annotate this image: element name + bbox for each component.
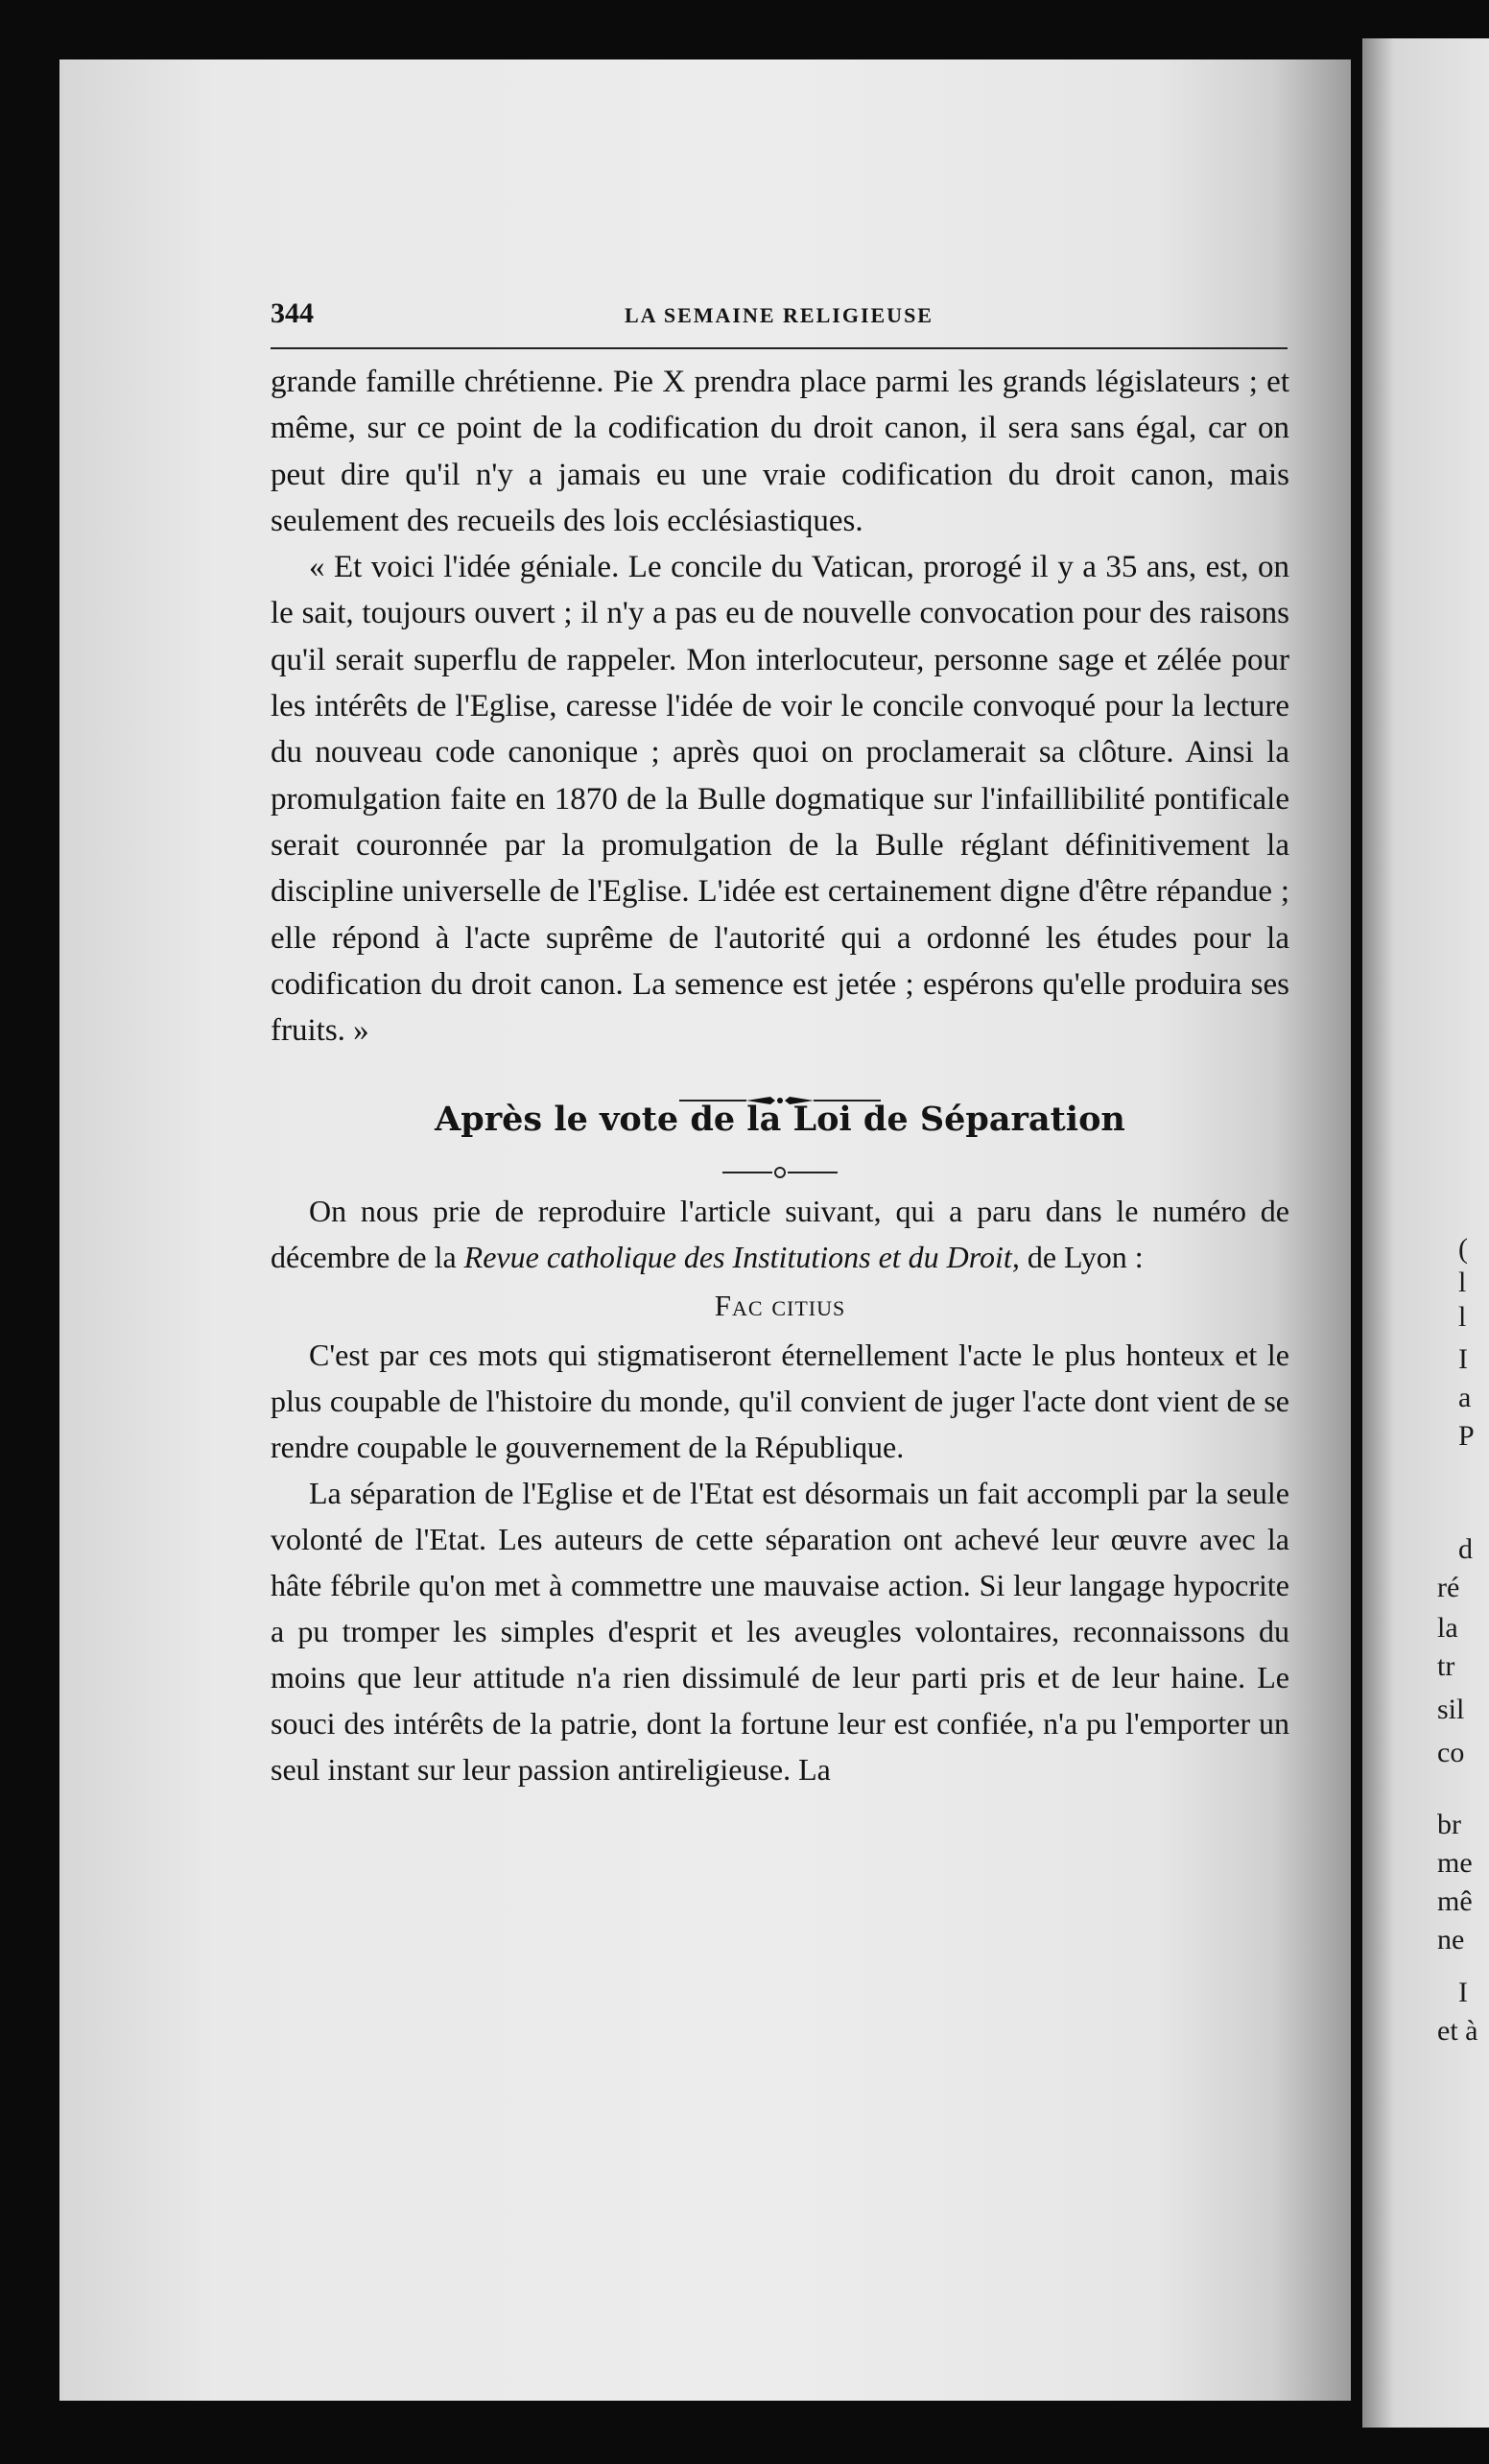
facing-page-fragment: I bbox=[1458, 1977, 1468, 2008]
facing-page-fragment: ré bbox=[1437, 1572, 1460, 1603]
facing-page-fragment: ne bbox=[1437, 1924, 1465, 1955]
facing-page-fragment: co bbox=[1437, 1737, 1465, 1768]
small-divider bbox=[271, 1149, 1289, 1171]
facing-page-fragment: l bbox=[1458, 1301, 1467, 1333]
facing-page-fragment: sil bbox=[1437, 1694, 1465, 1725]
facing-page-fragment: ( bbox=[1458, 1233, 1468, 1265]
section-title: Après le vote de la Loi de Séparation bbox=[435, 1100, 1125, 1140]
facing-page-fragment: I bbox=[1458, 1343, 1468, 1375]
paragraph: La séparation de l'Eglise et de l'Etat est désormais un fait accompli par la seule volonté de l'Etat. Les auteurs de cette séparation ont achevé leur œuvre avec la hâte fébrile qu'on met à commettre une mauvaise action. Si leur langage hypocrite a pu tromper les simples d'esprit et les aveugles volontaires, reconnaissons du moins que leur attitude n'a rien dissimulé de leur parti pris et de leur haine. Le souci des intérêts de la patrie, dont la fortune leur est confiée, n'a pu l'emporter un seul instant sur leur passion antireligieuse. La bbox=[271, 1476, 1289, 1788]
circle-divider-icon bbox=[722, 1163, 838, 1182]
facing-page-fragment: d bbox=[1458, 1533, 1473, 1565]
header-rule bbox=[271, 347, 1288, 349]
article-subtitle: Fac citius bbox=[714, 1289, 846, 1323]
body-text bbox=[271, 359, 1289, 1792]
book-page bbox=[59, 59, 1351, 2401]
intro-text: On nous prie de reproduire l'article suivant, qui a paru dans le numéro de décembre de la bbox=[271, 1194, 1289, 1275]
facing-page-edge bbox=[1362, 38, 1489, 2428]
running-head: LA SEMAINE RELIGIEUSE bbox=[625, 303, 934, 327]
paragraph: C'est par ces mots qui stigmatiseront éternellement l'acte le plus honteux et le plus coupable de l'histoire du monde, qu'il convient de juger l'acte dont vient de se rendre coupable le gouvernement de la République. bbox=[271, 1338, 1289, 1465]
page-header bbox=[271, 297, 1288, 336]
page-number: 344 bbox=[271, 297, 314, 329]
facing-page-fragment: me bbox=[1437, 1847, 1473, 1879]
source-title: Revue catholique des Institutions et du Droit, bbox=[463, 1240, 1020, 1275]
facing-page-fragment: a bbox=[1458, 1382, 1472, 1413]
paragraph: « Et voici l'idée géniale. Le concile du Vatican, prorogé il y a 35 ans, est, on le sait, toujours ouvert ; il n'y a pas eu de nouvelle convocation pour des raisons qu'il serait superflu de rappeler. Mon interlocuteur, personne sage et zélée pour les intérêts de l'Eglise, caresse l'idée de voir le concile convoqué pour la lecture du nouveau code canonique ; après quoi on proclamerait sa clôture. Ainsi la promulgation faite en 1870 de la Bulle dogmatique sur l'infaillibilité pontificale serait couronnée par la promulgation de la Bulle réglant définitivement la discipline universelle de l'Eglise. L'idée est certainement digne d'être répandue ; elle répond à l'acte suprême de l'autorité qui a ordonné les études pour la codification du droit canon. La semence est jetée ; espérons qu'elle produira ses fruits. » bbox=[271, 550, 1289, 1049]
facing-page-fragment: tr bbox=[1437, 1650, 1455, 1682]
ornamental-divider bbox=[271, 1075, 1289, 1088]
intro-paragraph bbox=[271, 1188, 1289, 1280]
facing-page-fragment: mê bbox=[1437, 1885, 1473, 1917]
facing-page-fragment: P bbox=[1458, 1420, 1475, 1452]
facing-page-fragment: la bbox=[1437, 1612, 1458, 1644]
paragraph: grande famille chrétienne. Pie X prendra place parmi les grands législateurs ; et même, sur ce point de la codification du droit canon, il sera sans égal, car on peut dire qu'il n'y a jamais eu une vraie codification du droit canon, mais seulement des recueils des lois ecclésiastiques. bbox=[271, 365, 1289, 538]
facing-page-fragment: l bbox=[1458, 1267, 1467, 1298]
facing-page-fragment: et à bbox=[1437, 2015, 1478, 2047]
intro-text-end: de Lyon : bbox=[1019, 1240, 1144, 1275]
facing-page-fragment: br bbox=[1437, 1809, 1461, 1840]
